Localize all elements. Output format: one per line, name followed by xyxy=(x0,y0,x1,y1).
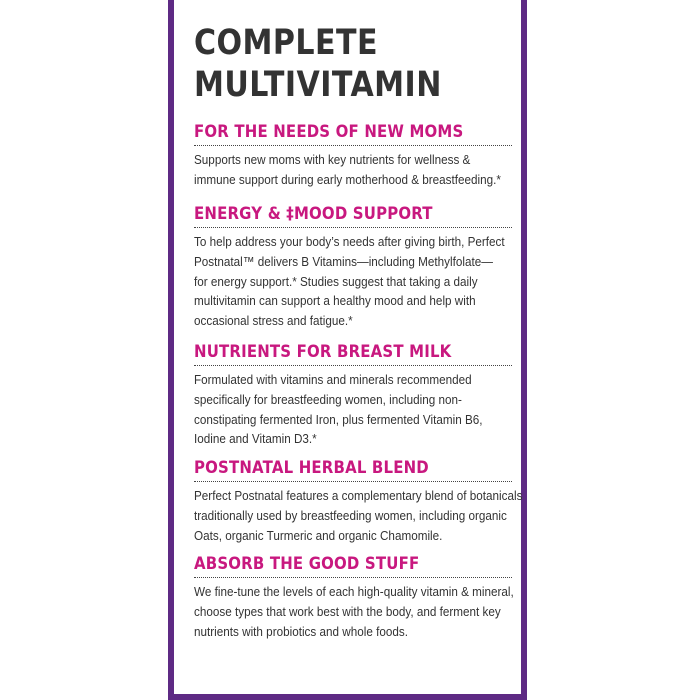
title-line-2: MULTIVITAMIN xyxy=(194,65,442,105)
section-heading: POSTNATAL HERBAL BLEND xyxy=(194,458,429,478)
body-line: occasional stress and fatigue.* xyxy=(194,313,353,329)
body-line: Formulated with vitamins and minerals recommended xyxy=(194,372,472,387)
info-panel xyxy=(168,0,527,700)
dotted-divider xyxy=(194,481,512,482)
section-body xyxy=(194,150,512,190)
body-line: specifically for breastfeeding women, including non- xyxy=(194,391,462,407)
body-line: Postnatal™ delivers B Vitamins—including Methylfolate— xyxy=(194,253,493,269)
body-line: Perfect Postnatal features a complementary blend of botanicals xyxy=(194,488,523,503)
section-heading: FOR THE NEEDS OF NEW MOMS xyxy=(194,122,464,142)
body-line: We fine-tune the levels of each high-quality vitamin & mineral, xyxy=(194,584,514,599)
section-heading: ABSORB THE GOOD STUFF xyxy=(194,554,420,574)
dotted-divider xyxy=(194,577,512,578)
section-absorb xyxy=(194,554,512,641)
section-body xyxy=(194,232,512,331)
body-line: immune support during early motherhood & breastfeeding.* xyxy=(194,171,501,187)
section-breast-milk xyxy=(194,342,512,449)
title-line-1: COMPLETE xyxy=(194,23,378,63)
dotted-divider xyxy=(194,365,512,366)
body-line: To help address your body’s needs after giving birth, Perfect xyxy=(194,234,505,249)
body-line: nutrients with probiotics and whole foods. xyxy=(194,623,408,639)
dotted-divider xyxy=(194,227,512,228)
dotted-divider xyxy=(194,145,512,146)
section-new-moms xyxy=(194,122,512,190)
section-body xyxy=(194,582,512,641)
section-herbal-blend xyxy=(194,458,523,545)
page-title xyxy=(194,22,469,106)
body-line: choose types that work best with the body, and ferment key xyxy=(194,603,501,619)
body-line: Supports new moms with key nutrients for wellness & xyxy=(194,152,471,167)
section-body xyxy=(194,486,523,545)
body-line: multivitamin can support a healthy mood and help with xyxy=(194,293,476,309)
section-heading: ENERGY & ‡MOOD SUPPORT xyxy=(194,204,433,224)
body-line: Iodine and Vitamin D3.* xyxy=(194,431,317,447)
body-line: Oats, organic Turmeric and organic Chamomile. xyxy=(194,527,443,543)
section-body xyxy=(194,370,512,449)
section-energy-mood xyxy=(194,204,512,331)
section-heading: NUTRIENTS FOR BREAST MILK xyxy=(194,342,452,362)
body-line: traditionally used by breastfeeding women, including organic xyxy=(194,507,507,523)
body-line: for energy support.* Studies suggest that taking a daily xyxy=(194,273,478,289)
body-line: constipating fermented Iron, plus fermented Vitamin B6, xyxy=(194,411,483,427)
